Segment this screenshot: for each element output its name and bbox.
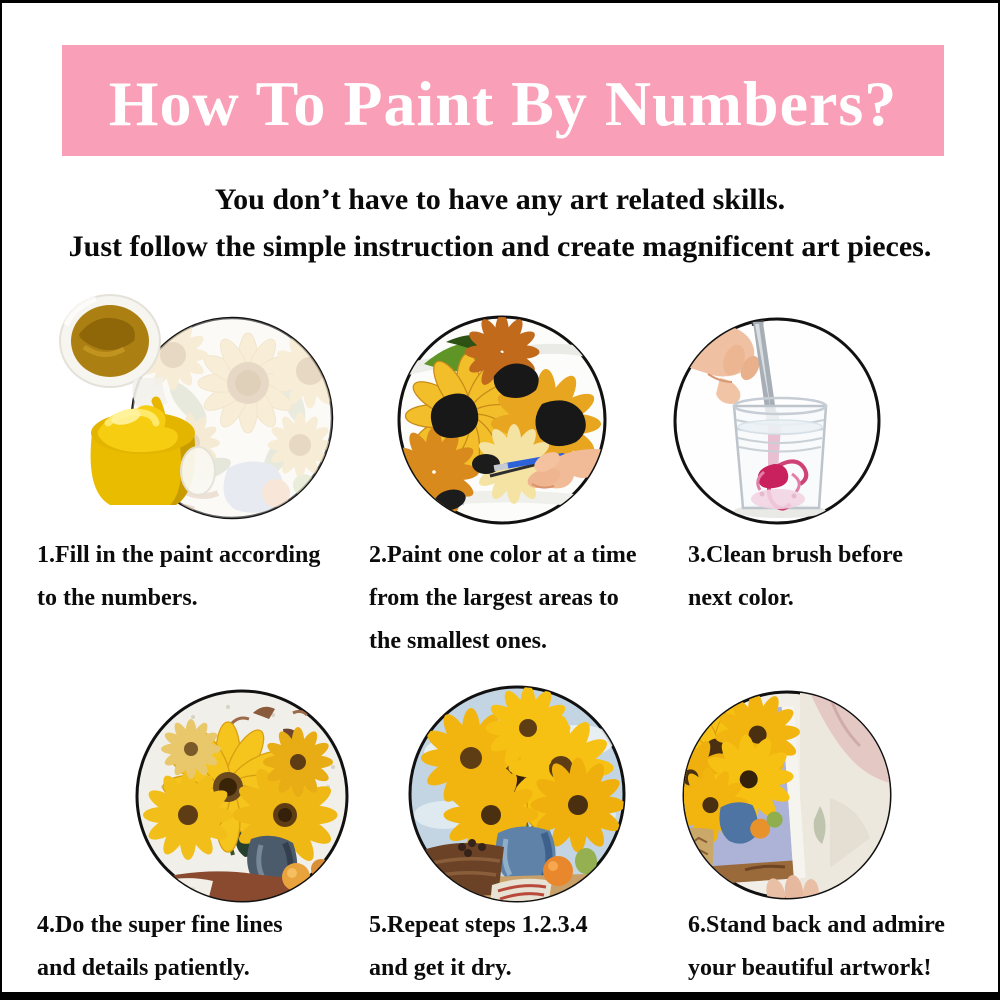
step3-caption xyxy=(688,534,903,620)
caption-line: 2.Paint one color at a time xyxy=(369,542,637,568)
caption-line: and details patiently. xyxy=(37,955,250,981)
step4-image xyxy=(133,687,351,905)
caption-line: your beautiful artwork! xyxy=(688,955,932,981)
step4-caption xyxy=(37,904,283,990)
caption-line: next color. xyxy=(688,585,794,611)
caption-line: from the largest areas to xyxy=(369,585,619,611)
step6-caption xyxy=(688,904,945,990)
step1-caption xyxy=(37,534,320,620)
step3-image xyxy=(670,314,884,528)
page-title: How To Paint By Numbers? xyxy=(108,67,898,139)
caption-line: 4.Do the super fine lines xyxy=(37,912,283,938)
caption-line: 1.Fill in the paint according xyxy=(37,542,321,568)
caption-line: 3.Clean brush before xyxy=(688,542,903,568)
caption-line: and get it dry. xyxy=(369,955,512,981)
header-banner xyxy=(62,45,944,156)
intro-line-2: Just follow the simple instruction and create magnificent art pieces. xyxy=(68,230,932,263)
water-cup xyxy=(734,398,826,509)
caption-line: 6.Stand back and admire xyxy=(688,912,945,938)
caption-line: the smallest ones. xyxy=(369,628,547,654)
step5-image xyxy=(406,683,628,905)
step5-caption xyxy=(369,904,588,990)
step1-image xyxy=(38,283,340,527)
caption-line: 5.Repeat steps 1.2.3.4 xyxy=(369,912,588,938)
canvas-painting xyxy=(680,689,810,888)
intro-line-1: You don’t have to have any art related skills. xyxy=(214,183,786,216)
step2-image xyxy=(394,312,610,528)
step2-caption xyxy=(369,534,637,663)
caption-line: to the numbers. xyxy=(37,585,198,611)
paint-pot-lid xyxy=(60,295,160,387)
step6-image xyxy=(680,688,894,902)
